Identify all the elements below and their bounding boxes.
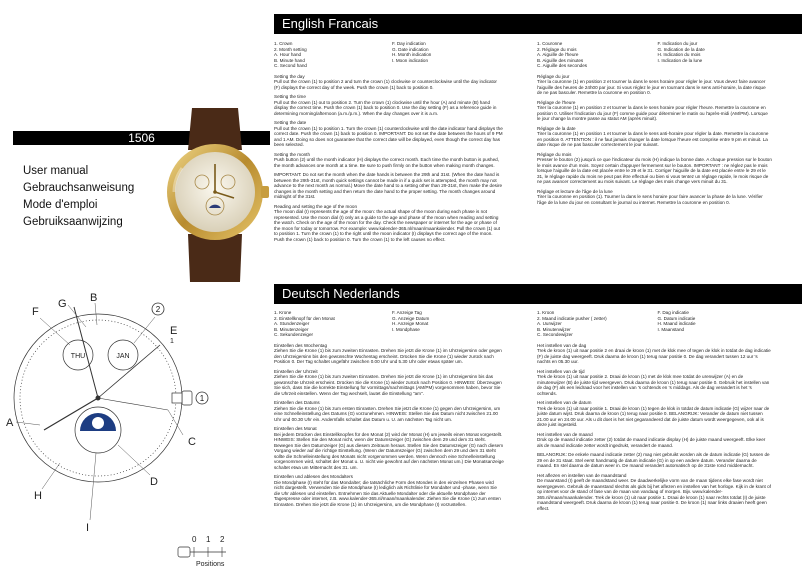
section-header-deutsch-nederlands bbox=[274, 284, 802, 304]
position-0: 0 bbox=[192, 535, 197, 544]
section-heading: Einstellen des Datums bbox=[274, 400, 320, 405]
section-heading: Réglage du jour bbox=[537, 73, 570, 79]
section-header-english-francais bbox=[274, 14, 802, 34]
section-text: BELANGRIJK: De enkele maand indicatie zetter (2) mag niet gebruikt worden als de datum indicatie (G) tussen de 29 en de 31 staat. Stel eerst handmatig de datum indicatie (G) in op een andere datum. Verander daarna de maand. En stel daarna de datum weer in. De maand verandert automatisch op de 31ste rond middernacht. bbox=[537, 452, 770, 468]
french-legend bbox=[537, 41, 772, 69]
legend-item: C. Sekundenzeiger bbox=[274, 332, 314, 337]
french-column bbox=[537, 41, 772, 209]
label-f: F bbox=[32, 306, 39, 318]
section-text: Druk op de maand indicatie zetter (2) totdat de maand indicatie display (H) de juiste maand weergeeft. Elke keer als de maand indicatie zetter wordt ingedrukt, verandert de maand. bbox=[537, 437, 766, 448]
label-c: C bbox=[188, 436, 196, 448]
legend-item: C. Secondewijzer bbox=[537, 332, 573, 337]
section-text: Ziehen Sie die Krone (1) bis zum ersten Einrasten. Drehen Sie jetzt die Krone (1) gegen den Uhrzeigersinn, um eine Schnelleinstellung des Datums (G) vorzunehmen. HINWEIS: Stellen Sie das Datum nicht zwischen 21.00 Uhr und 00.30 Uhr ein. Andernfalls schaltet das Datum u. U. am nächsten Tag nicht um. bbox=[274, 405, 501, 422]
watch-crown bbox=[261, 186, 269, 198]
position-2: 2 bbox=[220, 535, 225, 544]
month-window: JAN bbox=[116, 353, 130, 360]
label-h: H bbox=[34, 490, 42, 502]
section-text: Trek de kroon (1) uit naar positie 1. Draai de kroon (1) tegen de klok in totdat de datum indicatie (G) wijzer naar de juiste datum wijst. Druk daarna de kroon (1) terug naar positie 0. BELANGRIJK: Verander de datum niet tussen 21.00 uur en 24.00 uur. Als u dit doet is het niet gegarandeerd dat de juiste datum wordt weergegeven, ook al is deze juist ingesteld. bbox=[537, 405, 770, 427]
legend-item: 2. Month setting bbox=[274, 46, 307, 52]
german-legend bbox=[274, 310, 504, 338]
label-b: B bbox=[90, 292, 98, 304]
legend-item: B. Minutenwijzer bbox=[537, 326, 571, 332]
legend-item: I. Mondphase bbox=[392, 326, 420, 332]
english-legend bbox=[274, 41, 504, 69]
section-title: Deutsch Nederlands bbox=[282, 286, 400, 301]
section-heading: Het aflezen en instellen van de maandstand bbox=[537, 472, 627, 478]
legend-item: G. Datum indicatie bbox=[657, 315, 696, 321]
legend-item: G. Anzeige Datum bbox=[392, 315, 430, 321]
english-column bbox=[274, 41, 504, 246]
section-text: Pull out the crown (1) out to position 2. Turn the crown (1) clockwise until the hour (A) and minute (B) hand display the correct time. Push the crown (1) back to position 0. Use the day setting (F) as a reference guide in determining morning/afternoon (a.m./p.m.). When the day changes over it is a.m. bbox=[274, 99, 497, 116]
section-heading: Einstellen des Wochentag bbox=[274, 342, 328, 348]
legend-item: I. Indication de la lune bbox=[657, 57, 703, 63]
crown-positions-crown bbox=[178, 547, 190, 557]
legend-item: A. Stundenzeiger bbox=[274, 321, 310, 326]
section-text: Ziehen Sie die Krone (1) bis zum zweiten Einrasten. Drehen Sie jetzt die Krone (1) im Uhrzeigersinn oder gegen den Uhrzeigersinn bis den gewünschte Wochentag erscheint. Drücken Sie die Krone (1) wieder zurück nach Position 0. Der Tag schaltet ungefähr zwischen 0.00 Uhr und 5.30 Uhr oder etwas später um. bbox=[274, 348, 502, 364]
svg-text:2: 2 bbox=[155, 305, 161, 314]
legend-item: C. Second hand bbox=[274, 63, 307, 68]
legend-item: 1. Couronne bbox=[537, 41, 563, 46]
section-heading: Het instellen van de maand bbox=[537, 431, 593, 437]
section-text: Push button (2) until the month indicator (H) displays the correct month. Each time the month button is pushed, the month advances one month at a time. Be sure to push firmly on the button when making month changes. bbox=[274, 157, 499, 168]
section-heading: Réglage et lecture de l'âge de la lune bbox=[537, 188, 613, 194]
legend-item: F. Dag indicatie bbox=[657, 310, 689, 315]
legend-item: B. Minute hand bbox=[274, 57, 305, 63]
legend-item: C. Aiguille des secondes bbox=[537, 63, 588, 68]
section-heading: Reading and setting the age of the moon bbox=[274, 203, 358, 209]
section-heading: Het instellen van de tijd bbox=[537, 368, 585, 374]
crown-shape bbox=[182, 391, 192, 405]
legend-item: A. Uurwijzer bbox=[537, 321, 562, 326]
legend-item: A. Hour hand bbox=[274, 52, 302, 57]
section-text: Pull out the crown (1) to position 2 and turn the crown (1) clockwise or counterclockwise until the day indicator (F) displays the correct day of the week. Push the crown (1) back to position 0. bbox=[274, 79, 497, 90]
dial-date-number: 1 bbox=[170, 338, 174, 345]
section-heading: Einstellen des Monat bbox=[274, 426, 317, 431]
section-heading: Réglage de la date bbox=[537, 125, 576, 131]
legend-item: I. Maanstand bbox=[657, 326, 685, 332]
section-heading: Setting the time bbox=[274, 94, 306, 99]
manual-title-de: Gebrauchsanweisung bbox=[23, 182, 135, 194]
positions-label: Positions bbox=[196, 561, 225, 567]
section-text: Tirer la couronne (1) en position 2 et tourner la dans le sens horaire pour régler le jour. Vous devez faire avancer l'aiguille des heures de 24h00 par jour. Si vous réglez le jour en tournant dans le sens anti-horaire, la date risque de ne pas basculer. Remettre la couronne en position 0. bbox=[537, 79, 766, 95]
model-number: 1506 bbox=[128, 131, 155, 145]
legend-item: H. Indication du mois bbox=[657, 52, 701, 57]
section-heading: Setting the day bbox=[274, 73, 305, 79]
legend-item: G. Date indication bbox=[392, 46, 429, 52]
dutch-column bbox=[537, 310, 772, 515]
day-window: THU bbox=[70, 353, 86, 360]
section-text: Ziehen Sie die Krone (1) bis zum zweiten Einrasten. Drehen Sie jetzt die Krone (1) im Uhrzeigersinn bis das gewünschte Uhrzeit erscheint. Drücken Sie die Krone (1) wieder zurück nach Position 0. HINWEIS: Überzeugen Sie sich, dass Sie die korrekte Einstellung für vormittags/nachmittags (AM/PM) vorgenommen haben, bevor Sie die Uhrzeit einstellen. Wenn der Tag wechselt, lautet die Einstellung "am". bbox=[274, 374, 502, 396]
legend-item: 1. Crown bbox=[274, 41, 293, 46]
section-text: Tirer la couronne (1) en position 1 et tourner la dans le sens anti-horaire pour régler la date. Remettre la couronne en position 0. ATTENTION : il ne faut jamais changer la date lorsque l'heure est comprise entre 9 pm et minuit. La date risque de ne pas basculer correctement le jour suivant. bbox=[537, 131, 769, 147]
label-e: E bbox=[170, 325, 178, 337]
legend-item: 2. Réglage du mois bbox=[537, 46, 577, 52]
label-g: G bbox=[58, 298, 67, 310]
german-column bbox=[274, 310, 504, 511]
section-text: Pull out the crown (1) to position 1. Turn the crown (1) counterclockwise until the date indicator hand displays the correct date. Push the crown (1) back to position 0. IMPORTANT: Do not set the date between the hours of 9 PM and 1 AM. Doing so does not guarantee that the correct date will be displayed, even though the correct day has been selected. bbox=[274, 125, 503, 147]
section-heading: Het instellen van de dag bbox=[537, 342, 587, 348]
second-hand-shape bbox=[98, 398, 168, 410]
legend-item: F. Indication du jour bbox=[657, 41, 698, 46]
legend-item: A. Aiguille de l'heure bbox=[537, 52, 579, 57]
dutch-legend bbox=[537, 310, 772, 338]
legend-item: B. Aiguille des minutes bbox=[537, 57, 584, 63]
svg-text:1: 1 bbox=[199, 394, 205, 403]
legend-item: F. Anzeige Tag bbox=[392, 310, 422, 315]
section-heading: Réglage du mois bbox=[537, 151, 572, 157]
label-d: D bbox=[150, 476, 158, 488]
section-title: English Francais bbox=[282, 16, 379, 31]
section-text: Tirer la couronne en position (1). Tourner la dans le sens horaire pour faire avancer la phase de la lune. Vérifier l'âge de la lune du jour en consultant le journal ou internet. Remettre la couronne en position 0. bbox=[537, 194, 763, 205]
legend-item: 1. Kroon bbox=[537, 310, 555, 315]
legend-item: F. Day indication bbox=[392, 41, 426, 46]
section-text: Tirer la couronne (1) en position 2 et tourner la dans le sens horaire pour régler l'heure. Remettre la couronne en position 0. Utiliser l'indication du jour (F) comme guide pour déterminer le matin ou l'après-midi (AM/PM). Lorsque le jour change la montre passe au statut AM (après minuit). bbox=[537, 105, 768, 121]
watch-photo bbox=[160, 106, 270, 284]
section-heading: Setting the date bbox=[274, 120, 307, 125]
position-1: 1 bbox=[206, 535, 211, 544]
section-text: Die Mondphase (I) steht für das Mondalter; die tatsächliche Form des Mondes in den einzelnen Phasen wird nicht dargestellt. Verwenden Sie die Mondphase (I) lediglich als Richtlinie für Mondalter und -phase, wenn Sie die Uhr ablesen und einstellen. Entnehmen Sie das Aktuelle Mondalter oder die aktuelle Mondphase der Tagespresse oder internet, z.B. www.kalender-365.nl/maan/maankalender. Ziehen Sie die Krone (1) zum ersten Einrasten. Drehen Sie jetzt die Krone (1) im Uhrzeigersinn, um die Mondphase (I) vorzustellen. bbox=[274, 479, 501, 507]
legend-item: I. Moon indication bbox=[392, 57, 429, 63]
section-text: The moon dial (I) represents the age of the moon: the actual shape of the moon during each phase is not represented. Use the moon dial (I) only as a guide to the age and phase of the moon when reading and setting the watch. Check on the age of the moon for the day. Check the newspaper or internet for the age or phase of the moon for today or tomorrow. For example: www.kalender-365.nl/maan/maankalender. Pull the crown (1) out to position 1. Turn the crown (1) to the right until the moon indicator (I) displays the correct age of the moon. Push the crown (1) back to position 0. Turn the crown (1) to the left causes no effect. bbox=[274, 209, 500, 242]
legend-item: 2. Maand indicatie pusher ( zetter) bbox=[537, 315, 607, 321]
section-text: Presser le bouton (2) jusqu'à ce que l'indicateur du mois (H) indique la bonne date. A chaque pression sur le bouton le mois avance d'un mois. Soyez certain d'appuyer fermement sur le bouton. IMPORTANT : ne réglez pas le mois lorsque l'aiguille de la date est placée entre le 29 et le 31. Corriger l'aiguille de la date est placée entre le 29 et le 31, le réglage rapide du mois ne peut pas être effectué ou bien si vous tentez un réglage rapide, le mois risque de ne pas avancer correctement au mois suivant. Le réglage des mois change vers minuit du 31. bbox=[537, 157, 772, 184]
manual-title-fr: Mode d'emploi bbox=[23, 199, 98, 211]
section-text: Trek de kroon (1) uit naar positie 2. Draai de kroon (1) met de klok mee totdat de urenwijzer (A) en de minutenwijzer (B) de juiste tijd weergeven. Druk daarna de kroon (1) terug naar positie 0. Gebruik het instellen van de dag (F) als een leidraad voor het instellen van 's ochtends en 's middags. Als de dag verandert is het 's ochtends. bbox=[537, 374, 770, 396]
legend-item: 1. Krone bbox=[274, 310, 292, 315]
section-text: IMPORTANT: Do not set the month when the date hands is between the 29th and 31st. (When the date hand is between the 29th-31st, month quick settings cannot be made in if a quick set is attempted, the month may not advance to the next month as normal.) Move the date hand to a setting other than 29-31st, then make the desire changes in the month setting and then return the date hand to the proper setting. The month changes around midnight of the 31st. bbox=[274, 172, 503, 199]
strap-top bbox=[188, 108, 242, 150]
label-a: A bbox=[6, 417, 14, 429]
legend-item: 2. Einstellknopf für den Monat bbox=[274, 315, 335, 321]
manual-title-en: User manual bbox=[23, 165, 89, 177]
legend-item: H. Maand indicatie bbox=[657, 321, 696, 326]
section-text: Bei jedem Drücken des Einstellknopfes für den Monat (2) wird der Monat (H) um jeweils einen Monat vorgestellt. HINWEIS: Stellen Sie den Monat nicht, wenn der Datumszeiger (G) zwischen dem 29 und dem 31 steht. Bewegen Sie den Datumzeiger (G) aus diesem Zeitraum heraus. Stellen Sie den Datumszeiger (G) nach diesem Vorgang wieder auf die richtige Einstellung. (Wenn der Datumszeiger (G) zwischen dem 29 und dem 31 steht sollte die Schnelleinstellung des Monats nicht vorgenommen werden. Wenn dennoch eine Schnelleinstellung vorgenommen wird, schaltet der Monat u. U. nicht wie gewohnt auf den nächsten Monat um.) Die Monatsanzeige schaltet etwa um Mitternacht des 31. um. bbox=[274, 431, 504, 470]
section-heading: Einstellen der Uhrzeit bbox=[274, 368, 318, 374]
section-text: De maanstand (I) geeft de maandstand weer. De daadwerkelijke vorm van de maan tijdens elke fase wordt niet weergegeven. Gebruik de maanstand slechts als gids bij het aflezen en instellen van het horloge. Kijk in de krant of op internet voor de stand of fase van de maan van vandaag of morgen. Bijv. www.kalender-365.nl/maan/maankalender. Trek de kroon (1) uit naar positie 1. Draai de kroon (1) naar rechts totdat (I) de juiste maandstand weergeeft. Druk daarna de kroon (1) terug naar positie 0. De kroon (1) naar links draaien heeft geen effect. bbox=[537, 478, 771, 511]
watch-diagram bbox=[0, 285, 270, 567]
legend-item: G. Indication de la date bbox=[657, 46, 705, 52]
legend-item: H. Month indication bbox=[392, 52, 432, 57]
manual-title-nl: Gebruiksaanwijzing bbox=[23, 216, 123, 228]
section-heading: Setting the month bbox=[274, 151, 311, 157]
section-text: Trek de kroon (1) uit naar positie 2 en draai de kroon (1) met de klok mee of tegen de klok in totdat de dag indicatie (F) de juiste dag weergeeft. Druk daarna de kroon (1) terug naar positie 0. De dag verandert tussen 12 uur 's nachts en 05.30 uur. bbox=[537, 348, 771, 364]
legend-item: B. Minutenzeiger bbox=[274, 326, 309, 332]
section-heading: Het instellen van de datum bbox=[537, 400, 592, 405]
strap-bottom bbox=[188, 234, 242, 282]
legend-item: H. Anzeige Monat bbox=[392, 321, 429, 326]
label-i: I bbox=[86, 522, 90, 534]
section-heading: Réglage de l'heure bbox=[537, 99, 576, 105]
section-heading: Einstellen und ablesen des Mondalters bbox=[274, 474, 353, 479]
